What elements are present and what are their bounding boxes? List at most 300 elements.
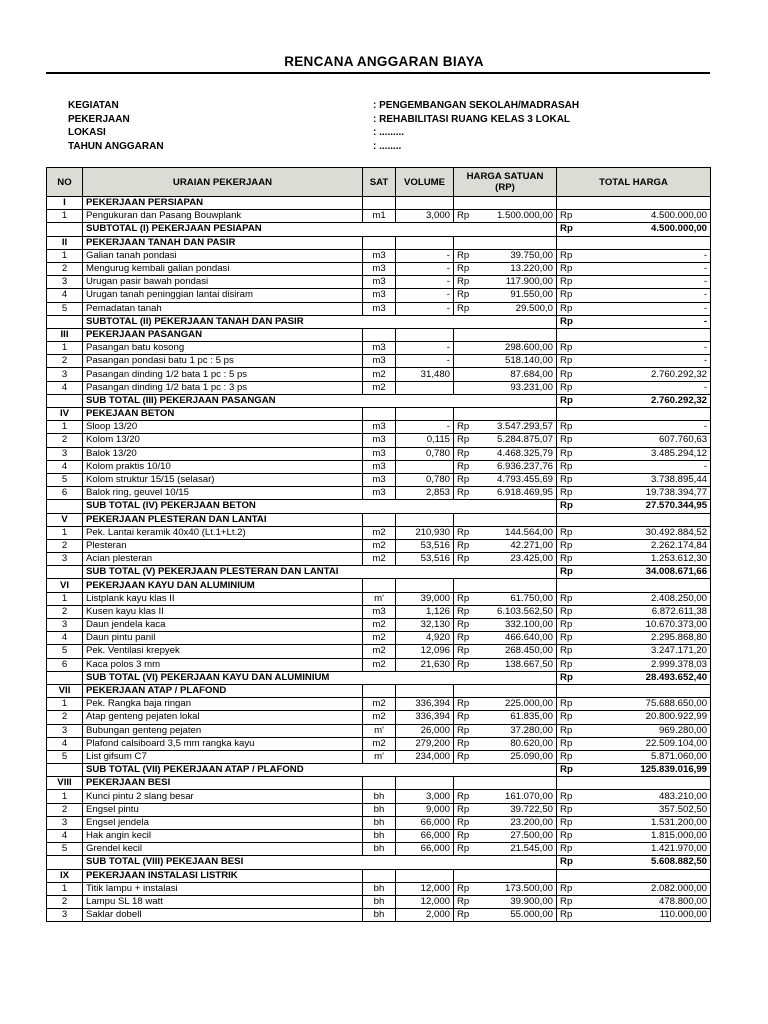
table-row	[47, 276, 711, 289]
item-description: Pasangan dinding 1/2 bata 1 pc : 5 ps	[83, 368, 363, 381]
item-volume: 26,000	[396, 724, 454, 737]
item-volume: 66,000	[396, 843, 454, 856]
row-number: IX	[47, 869, 83, 882]
table-row	[47, 249, 711, 262]
currency-label: Rp	[454, 539, 474, 552]
subtotal-label: SUB TOTAL (III) PEKERJAAN PASANGAN	[83, 394, 557, 407]
row-number: 1	[47, 698, 83, 711]
total-price: 478.800,00	[577, 895, 711, 908]
total-price: 1.253.612,30	[577, 553, 711, 566]
cell-harga	[454, 869, 557, 882]
row-number: 2	[47, 605, 83, 618]
row-number: VI	[47, 579, 83, 592]
row-number	[47, 671, 83, 684]
row-number: V	[47, 513, 83, 526]
row-number: 6	[47, 658, 83, 671]
currency-label: Rp	[557, 790, 577, 803]
subtotal-amount: 4.500.000,00	[577, 223, 711, 236]
section-title: PEKERJAAN KAYU DAN ALUMINIUM	[83, 579, 363, 592]
currency-label: Rp	[454, 909, 474, 922]
item-volume: -	[396, 276, 454, 289]
cell-volume	[396, 684, 454, 697]
currency-label: Rp	[454, 698, 474, 711]
row-number: 3	[47, 909, 83, 922]
currency-label: Rp	[557, 671, 577, 684]
row-number	[47, 223, 83, 236]
unit-price: 21.545,00	[474, 843, 557, 856]
row-number: 3	[47, 447, 83, 460]
item-description: Pasangan batu kosong	[83, 342, 363, 355]
currency-label: Rp	[557, 302, 577, 315]
cell-sat	[363, 197, 396, 210]
row-number: 4	[47, 289, 83, 302]
subtotal-label: SUB TOTAL (VIII) PEKEJAAN BESI	[83, 856, 557, 869]
row-number: 5	[47, 473, 83, 486]
currency-label: Rp	[557, 500, 577, 513]
subtotal-row	[47, 671, 711, 684]
info-label: PEKERJAAN	[68, 113, 130, 125]
table-row	[47, 750, 711, 763]
table-header-row	[47, 168, 711, 197]
item-description: Engsel jendela	[83, 816, 363, 829]
section-header-row	[47, 236, 711, 249]
item-unit: m3	[363, 421, 396, 434]
table-row	[47, 830, 711, 843]
currency-label: Rp	[557, 803, 577, 816]
unit-price: 5.284.875,07	[474, 434, 557, 447]
info-label: TAHUN ANGGARAN	[68, 140, 164, 152]
total-price: 2.262.174,84	[577, 539, 711, 552]
currency-label: Rp	[557, 909, 577, 922]
row-number: 3	[47, 816, 83, 829]
currency-label: Rp	[557, 856, 577, 869]
item-volume: 279,200	[396, 737, 454, 750]
currency-label: Rp	[454, 302, 474, 315]
item-unit: m2	[363, 632, 396, 645]
cell-harga	[454, 236, 557, 249]
table-row	[47, 473, 711, 486]
total-price: 22.509.104,00	[577, 737, 711, 750]
subtotal-label: SUB TOTAL (VI) PEKERJAAN KAYU DAN ALUMINIUM	[83, 671, 557, 684]
table-row	[47, 421, 711, 434]
total-price: 357.502,50	[577, 803, 711, 816]
table-row	[47, 262, 711, 275]
item-unit: m2	[363, 619, 396, 632]
section-title: PEKERJAAN ATAP / PLAFOND	[83, 684, 363, 697]
item-volume: 4,920	[396, 632, 454, 645]
row-number: 2	[47, 434, 83, 447]
row-number: 1	[47, 592, 83, 605]
table-row	[47, 302, 711, 315]
currency-label: Rp	[454, 249, 474, 262]
table-row	[47, 210, 711, 223]
row-number: 5	[47, 750, 83, 763]
currency-label: Rp	[557, 724, 577, 737]
currency-label: Rp	[454, 803, 474, 816]
unit-price: 87.684,00	[474, 368, 557, 381]
project-info	[68, 100, 688, 154]
total-price: -	[577, 421, 711, 434]
currency-label: Rp	[454, 830, 474, 843]
unit-price: 42.271,00	[474, 539, 557, 552]
total-price: 75.688.650,00	[577, 698, 711, 711]
item-description: Galian tanah pondasi	[83, 249, 363, 262]
currency-label: Rp	[557, 843, 577, 856]
item-unit: m1	[363, 210, 396, 223]
currency-label: Rp	[454, 553, 474, 566]
table-row	[47, 724, 711, 737]
cell-harga	[454, 328, 557, 341]
cell-total	[557, 777, 711, 790]
item-description: Atap genteng pejaten lokal	[83, 711, 363, 724]
item-description: Pengukuran dan Pasang Bouwplank	[83, 210, 363, 223]
currency-label: Rp	[557, 632, 577, 645]
total-price: 110.000,00	[577, 909, 711, 922]
unit-price: 55.000,00	[474, 909, 557, 922]
item-description: Pek. Lantai keramik 40x40 (Lt.1+Lt.2)	[83, 526, 363, 539]
unit-price: 144.564,00	[474, 526, 557, 539]
currency-label: Rp	[454, 737, 474, 750]
currency-label: Rp	[454, 262, 474, 275]
item-unit: bh	[363, 909, 396, 922]
section-header-row	[47, 777, 711, 790]
unit-price: 173.500,00	[474, 882, 557, 895]
subtotal-label: SUB TOTAL (IV) PEKERJAAN BETON	[83, 500, 557, 513]
item-unit: m'	[363, 592, 396, 605]
currency-label: Rp	[557, 421, 577, 434]
table-row	[47, 434, 711, 447]
currency-label: Rp	[557, 473, 577, 486]
total-price: -	[577, 460, 711, 473]
row-number	[47, 566, 83, 579]
cell-harga	[454, 684, 557, 697]
currency-label: Rp	[454, 210, 474, 223]
cell-total	[557, 513, 711, 526]
item-volume	[396, 460, 454, 473]
item-volume: 66,000	[396, 816, 454, 829]
currency-label	[454, 368, 474, 381]
row-number: 5	[47, 645, 83, 658]
section-title: PEKERJAAN INSTALASI LISTRIK	[83, 869, 363, 882]
item-description: Mengurug kembali galian pondasi	[83, 262, 363, 275]
info-label: KEGIATAN	[68, 100, 119, 111]
info-label: LOKASI	[68, 127, 106, 138]
unit-price: 6.918.469,95	[474, 487, 557, 500]
item-unit: m3	[363, 342, 396, 355]
item-unit: m2	[363, 539, 396, 552]
table-row	[47, 711, 711, 724]
table-row	[47, 553, 711, 566]
currency-label: Rp	[557, 526, 577, 539]
currency-label	[454, 355, 474, 368]
item-unit: m3	[363, 605, 396, 618]
row-number: 2	[47, 803, 83, 816]
item-description: Pek. Ventilasi krepyek	[83, 645, 363, 658]
unit-price: 39.750,00	[474, 249, 557, 262]
total-price: 19.738.394,77	[577, 487, 711, 500]
item-unit: m3	[363, 262, 396, 275]
unit-price: 13.220,00	[474, 262, 557, 275]
currency-label: Rp	[454, 289, 474, 302]
cell-sat	[363, 869, 396, 882]
table-row	[47, 698, 711, 711]
item-description: Listplank kayu klas II	[83, 592, 363, 605]
table-row	[47, 355, 711, 368]
currency-label: Rp	[454, 447, 474, 460]
cell-sat	[363, 579, 396, 592]
table-row	[47, 342, 711, 355]
unit-price: 298.600,00	[474, 342, 557, 355]
item-volume: 39,000	[396, 592, 454, 605]
item-unit: bh	[363, 830, 396, 843]
row-number: 1	[47, 421, 83, 434]
table-row	[47, 619, 711, 632]
row-number: 3	[47, 724, 83, 737]
cell-total	[557, 579, 711, 592]
row-number: 5	[47, 302, 83, 315]
unit-price: 61.750,00	[474, 592, 557, 605]
item-volume: -	[396, 355, 454, 368]
total-price: 2.408.250,00	[577, 592, 711, 605]
currency-label: Rp	[454, 658, 474, 671]
unit-price: 27.500,00	[474, 830, 557, 843]
item-unit: m2	[363, 381, 396, 394]
col-header-total-harga: TOTAL HARGA	[557, 168, 711, 197]
subtotal-row	[47, 223, 711, 236]
subtotal-row	[47, 394, 711, 407]
document-title: RENCANA ANGGARAN BIAYA	[284, 54, 484, 69]
total-price: -	[577, 249, 711, 262]
row-number: 4	[47, 460, 83, 473]
info-value: : ........	[373, 140, 402, 152]
currency-label: Rp	[557, 394, 577, 407]
currency-label: Rp	[557, 355, 577, 368]
item-description: Urugan pasir bawah pondasi	[83, 276, 363, 289]
item-volume: 210,930	[396, 526, 454, 539]
unit-price: 25.090,00	[474, 750, 557, 763]
currency-label: Rp	[454, 816, 474, 829]
item-description: Pasangan dinding 1/2 bata 1 pc : 3 ps	[83, 381, 363, 394]
col-header-harga-satuan: HARGA SATUAN (RP)	[454, 168, 557, 197]
row-number: 1	[47, 210, 83, 223]
item-unit: m3	[363, 355, 396, 368]
unit-price: 6.103.562,50	[474, 605, 557, 618]
table-row	[47, 289, 711, 302]
currency-label: Rp	[557, 276, 577, 289]
total-price: 969.280,00	[577, 724, 711, 737]
item-unit: bh	[363, 895, 396, 908]
item-unit: m2	[363, 737, 396, 750]
table-row	[47, 605, 711, 618]
item-unit: m2	[363, 698, 396, 711]
item-volume: 53,516	[396, 539, 454, 552]
currency-label: Rp	[557, 460, 577, 473]
col-header-uraian: URAIAN PEKERJAAN	[83, 168, 363, 197]
cell-volume	[396, 408, 454, 421]
table-row	[47, 843, 711, 856]
unit-price: 3.547.293,57	[474, 421, 557, 434]
subtotal-label: SUBTOTAL (II) PEKERJAAN TANAH DAN PASIR	[83, 315, 557, 328]
row-number: I	[47, 197, 83, 210]
subtotal-label: SUB TOTAL (V) PEKERJAAN PLESTERAN DAN LANTAI	[83, 566, 557, 579]
currency-label: Rp	[454, 487, 474, 500]
cell-harga	[454, 513, 557, 526]
table-row	[47, 526, 711, 539]
unit-price: 23.425,00	[474, 553, 557, 566]
cell-sat	[363, 408, 396, 421]
cell-volume	[396, 777, 454, 790]
section-header-row	[47, 869, 711, 882]
item-description: Saklar dobell	[83, 909, 363, 922]
item-volume: -	[396, 262, 454, 275]
table-row	[47, 447, 711, 460]
cell-volume	[396, 579, 454, 592]
item-volume: 336,394	[396, 698, 454, 711]
item-volume: 1,126	[396, 605, 454, 618]
total-price: 483.210,00	[577, 790, 711, 803]
row-number: 1	[47, 882, 83, 895]
currency-label: Rp	[557, 737, 577, 750]
currency-label: Rp	[454, 895, 474, 908]
section-title: PEKERJAAN PASANGAN	[83, 328, 363, 341]
item-unit: m3	[363, 473, 396, 486]
unit-price: 80.620,00	[474, 737, 557, 750]
currency-label	[454, 342, 474, 355]
item-unit: bh	[363, 843, 396, 856]
unit-price: 29.500,0	[474, 302, 557, 315]
row-number: 2	[47, 539, 83, 552]
unit-price: 23.200,00	[474, 816, 557, 829]
item-volume: 2,853	[396, 487, 454, 500]
table-row	[47, 645, 711, 658]
section-header-row	[47, 513, 711, 526]
total-price: 4.500.000,00	[577, 210, 711, 223]
item-volume: 66,000	[396, 830, 454, 843]
item-volume: 21,630	[396, 658, 454, 671]
currency-label: Rp	[557, 605, 577, 618]
total-price: 1.421.970,00	[577, 843, 711, 856]
item-unit: m2	[363, 645, 396, 658]
currency-label: Rp	[454, 460, 474, 473]
cell-volume	[396, 513, 454, 526]
currency-label: Rp	[454, 526, 474, 539]
item-unit: m3	[363, 447, 396, 460]
row-number: 2	[47, 895, 83, 908]
item-volume: 12,000	[396, 895, 454, 908]
cell-volume	[396, 236, 454, 249]
table-row	[47, 632, 711, 645]
item-description: Kolom 13/20	[83, 434, 363, 447]
item-unit: m'	[363, 750, 396, 763]
unit-price: 268.450,00	[474, 645, 557, 658]
unit-price: 4.793.455,69	[474, 473, 557, 486]
unit-price: 91.550,00	[474, 289, 557, 302]
cell-harga	[454, 197, 557, 210]
row-number: 1	[47, 790, 83, 803]
row-number: VIII	[47, 777, 83, 790]
item-description: Kunci pintu 2 slang besar	[83, 790, 363, 803]
table-row	[47, 539, 711, 552]
unit-price: 37.280,00	[474, 724, 557, 737]
currency-label: Rp	[557, 619, 577, 632]
item-unit: bh	[363, 790, 396, 803]
table-row	[47, 803, 711, 816]
row-number: 4	[47, 632, 83, 645]
item-description: Engsel pintu	[83, 803, 363, 816]
currency-label: Rp	[454, 711, 474, 724]
table-body	[47, 197, 711, 922]
currency-label: Rp	[557, 434, 577, 447]
item-unit: m3	[363, 434, 396, 447]
info-value: : .........	[373, 127, 405, 138]
unit-price: 4.468.325,79	[474, 447, 557, 460]
row-number: 1	[47, 249, 83, 262]
item-volume: -	[396, 421, 454, 434]
section-title: PEKERJAAN TANAH DAN PASIR	[83, 236, 363, 249]
row-number: 3	[47, 368, 83, 381]
item-description: Pasangan pondasi batu 1 pc : 5 ps	[83, 355, 363, 368]
row-number: 4	[47, 830, 83, 843]
section-header-row	[47, 579, 711, 592]
currency-label: Rp	[454, 276, 474, 289]
currency-label: Rp	[557, 895, 577, 908]
item-description: Daun pintu panil	[83, 632, 363, 645]
total-price: -	[577, 276, 711, 289]
item-volume: 0,780	[396, 447, 454, 460]
currency-label: Rp	[557, 882, 577, 895]
currency-label: Rp	[557, 487, 577, 500]
currency-label: Rp	[557, 447, 577, 460]
currency-label: Rp	[557, 342, 577, 355]
table-row	[47, 460, 711, 473]
currency-label: Rp	[557, 381, 577, 394]
total-price: 1.815.000,00	[577, 830, 711, 843]
item-volume: 3,000	[396, 790, 454, 803]
table-row	[47, 487, 711, 500]
row-number: 6	[47, 487, 83, 500]
cell-total	[557, 328, 711, 341]
total-price: -	[577, 381, 711, 394]
row-number: 3	[47, 619, 83, 632]
subtotal-label: SUBTOTAL (I) PEKERJAAN PESIAPAN	[83, 223, 557, 236]
row-number: 3	[47, 553, 83, 566]
item-description: List gifsum C7	[83, 750, 363, 763]
item-unit: m3	[363, 460, 396, 473]
unit-price: 117.900,00	[474, 276, 557, 289]
total-price: 3.485.294,12	[577, 447, 711, 460]
item-description: Balok ring, geuvel 10/15	[83, 487, 363, 500]
item-description: Grendel kecil	[83, 843, 363, 856]
item-unit: m3	[363, 249, 396, 262]
row-number	[47, 394, 83, 407]
total-price: 5.871.060,00	[577, 750, 711, 763]
row-number	[47, 500, 83, 513]
cell-total	[557, 408, 711, 421]
unit-price: 138.667,50	[474, 658, 557, 671]
row-number: 3	[47, 276, 83, 289]
table-row	[47, 658, 711, 671]
unit-price: 1.500.000,00	[474, 210, 557, 223]
currency-label: Rp	[557, 210, 577, 223]
row-number: 2	[47, 355, 83, 368]
currency-label: Rp	[454, 605, 474, 618]
item-unit: bh	[363, 803, 396, 816]
currency-label: Rp	[557, 368, 577, 381]
subtotal-amount: 34.008.671,66	[577, 566, 711, 579]
unit-price: 332.100,00	[474, 619, 557, 632]
currency-label: Rp	[454, 843, 474, 856]
currency-label: Rp	[557, 711, 577, 724]
